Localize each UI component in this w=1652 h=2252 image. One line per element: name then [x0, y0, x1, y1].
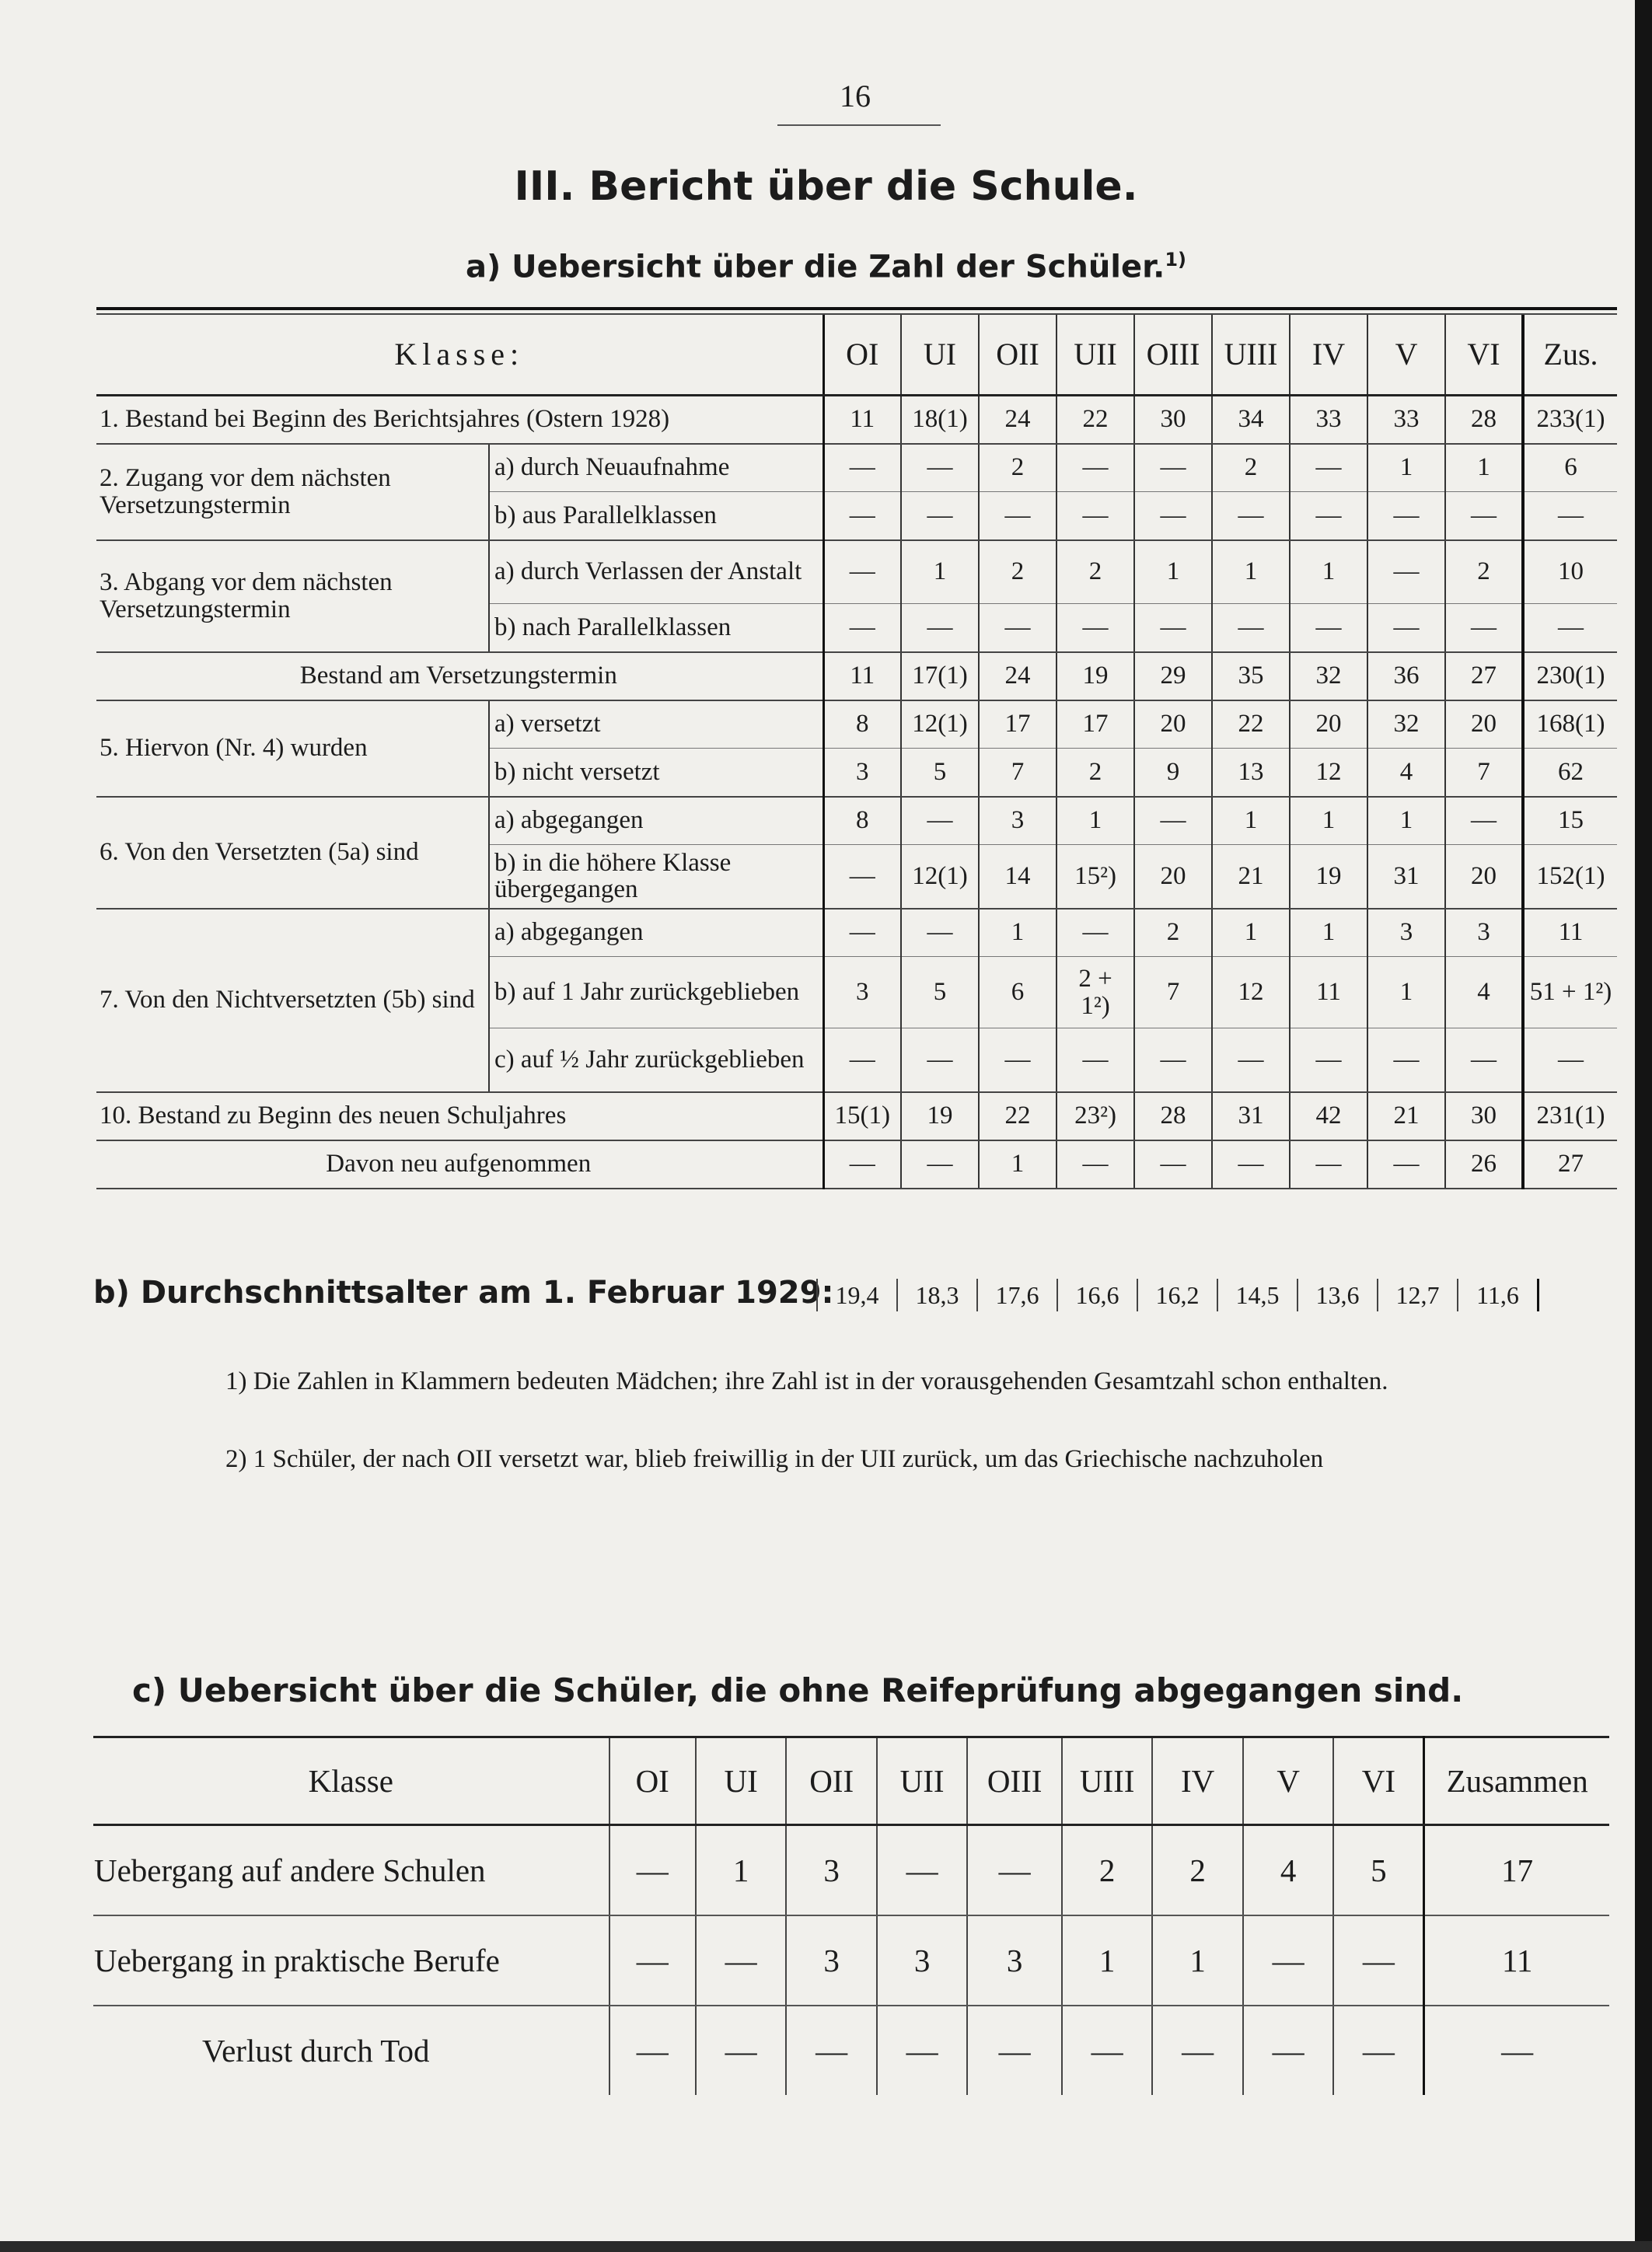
- header-klasse: Klasse:: [96, 315, 823, 396]
- table-cell: —: [823, 492, 901, 540]
- table-cell: 12(1): [901, 845, 979, 909]
- table-row: [96, 1092, 1617, 1140]
- table-cell: —: [1445, 797, 1523, 845]
- table-cell: —: [1290, 604, 1367, 652]
- table-cell: —: [786, 2006, 876, 2095]
- table-cell: 15: [1523, 797, 1617, 845]
- table-cell: 7: [979, 749, 1057, 797]
- table-cell: 1: [979, 1140, 1057, 1189]
- table-row: [96, 652, 1617, 700]
- table-cell: —: [1057, 492, 1134, 540]
- table-cell: 3: [877, 1915, 967, 2006]
- table-cell: 21: [1212, 845, 1290, 909]
- average-age-values: [816, 1279, 1539, 1311]
- table-cell: 22: [979, 1092, 1057, 1140]
- table-cell: 17: [1057, 700, 1134, 749]
- column-header: OI: [609, 1737, 696, 1825]
- header-klasse-c: Klasse: [93, 1737, 609, 1825]
- table-cell: —: [1333, 2006, 1423, 2095]
- table-cell: 3: [979, 797, 1057, 845]
- table-cell: —: [823, 1140, 901, 1189]
- table-cell: 20: [1445, 700, 1523, 749]
- table-cell: 4: [1367, 749, 1445, 797]
- table-cell: 1: [1367, 797, 1445, 845]
- row-sub-label: a) abgegangen: [489, 797, 823, 845]
- table-cell: 14: [979, 845, 1057, 909]
- table-cell: —: [967, 2006, 1062, 2095]
- table-cell: 6: [1523, 444, 1617, 492]
- average-age-value: 11,6: [1457, 1279, 1537, 1311]
- average-age-end-bar: [1537, 1279, 1539, 1311]
- table-cell: 2: [979, 540, 1057, 604]
- average-age-label: b) Durchschnittsalter am 1. Februar 1929:: [93, 1275, 834, 1311]
- row-sub-label: b) in die höhere Klasse übergegangen: [489, 845, 823, 909]
- average-age-value: 17,6: [976, 1279, 1057, 1311]
- table-cell: 12: [1290, 749, 1367, 797]
- table-cell: 19: [1290, 845, 1367, 909]
- table-cell: —: [1290, 444, 1367, 492]
- column-header: Zusammen: [1424, 1737, 1609, 1825]
- table-cell: 20: [1290, 700, 1367, 749]
- column-header: UIII: [1062, 1737, 1152, 1825]
- table-cell: —: [1062, 2006, 1152, 2095]
- table-cell: 11: [1290, 957, 1367, 1028]
- table-cell: 12: [1212, 957, 1290, 1028]
- table-cell: 33: [1367, 396, 1445, 444]
- table-cell: 20: [1134, 845, 1212, 909]
- average-age-value: 13,6: [1297, 1279, 1377, 1311]
- table-cell: 32: [1367, 700, 1445, 749]
- table-cell: —: [1212, 1140, 1290, 1189]
- table-cell: 4: [1445, 957, 1523, 1028]
- table-cell: —: [979, 492, 1057, 540]
- table-cell: 15(1): [823, 1092, 901, 1140]
- table-cell: 4: [1243, 1825, 1333, 1916]
- table-cell: —: [1290, 1140, 1367, 1189]
- table-cell: —: [823, 604, 901, 652]
- table-cell: 1: [696, 1825, 786, 1916]
- table-cell: 3: [823, 749, 901, 797]
- row-group-label: 6. Von den Versetzten (5a) sind: [96, 797, 489, 909]
- average-age-value: 18,3: [896, 1279, 976, 1311]
- table-cell: —: [901, 797, 979, 845]
- table-cell: —: [1134, 444, 1212, 492]
- table-cell: 2: [1134, 909, 1212, 957]
- table-cell: —: [877, 1825, 967, 1916]
- column-header: OII: [979, 315, 1057, 396]
- subsection-a-heading: [0, 249, 1652, 285]
- scan-edge-right: [1635, 0, 1652, 2252]
- table-cell: —: [823, 444, 901, 492]
- table-cell: 29: [1134, 652, 1212, 700]
- table-cell: 2: [1445, 540, 1523, 604]
- table-cell: 1: [901, 540, 979, 604]
- table-cell: —: [1424, 2006, 1609, 2095]
- table-cell: 1: [1290, 797, 1367, 845]
- table-cell: —: [1212, 1028, 1290, 1092]
- table-cell: 2: [1152, 1825, 1242, 1916]
- row-sub-label: b) aus Parallelklassen: [489, 492, 823, 540]
- table-cell: —: [823, 540, 901, 604]
- table-cell: 1: [979, 909, 1057, 957]
- table-cell: 27: [1523, 1140, 1617, 1189]
- table-cell: 231(1): [1523, 1092, 1617, 1140]
- row-sub-label: a) versetzt: [489, 700, 823, 749]
- table-cell: 21: [1367, 1092, 1445, 1140]
- table-cell: 18(1): [901, 396, 979, 444]
- table-cell: —: [609, 1915, 696, 2006]
- footnote-2: [93, 1442, 1617, 1477]
- footnote-1-text: 1) Die Zahlen in Klammern bedeuten Mädchen; ihre Zahl ist in der vorausgehenden Gesamtzahl schon enthalten.: [225, 1367, 1388, 1395]
- table-c-header-row: [93, 1737, 1609, 1825]
- row-sub-label: a) durch Verlassen der Anstalt: [489, 540, 823, 604]
- table-cell: 11: [823, 396, 901, 444]
- column-header: UI: [901, 315, 979, 396]
- table-cell: —: [1134, 1028, 1212, 1092]
- table-row: [93, 1825, 1609, 1916]
- average-age-value: 16,6: [1057, 1279, 1137, 1311]
- table-cell: 20: [1134, 700, 1212, 749]
- table-cell: 22: [1057, 396, 1134, 444]
- table-cell: 33: [1290, 396, 1367, 444]
- table-cell: 7: [1445, 749, 1523, 797]
- row-group-label: 3. Abgang vor dem nächsten Versetzungstermin: [96, 540, 489, 652]
- departures-table: [93, 1736, 1609, 2095]
- table-cell: 11: [1424, 1915, 1609, 2006]
- table-cell: 13: [1212, 749, 1290, 797]
- table-cell: 10: [1523, 540, 1617, 604]
- table-cell: —: [1523, 492, 1617, 540]
- table-cell: 168(1): [1523, 700, 1617, 749]
- row-sub-label: c) auf ½ Jahr zurückgeblieben: [489, 1028, 823, 1092]
- table-cell: 3: [786, 1915, 876, 2006]
- table-cell: 1: [1212, 540, 1290, 604]
- subsection-c-heading: c) Uebersicht über die Schüler, die ohne Reifeprüfung abgegangen sind.: [132, 1671, 1464, 1709]
- table-cell: —: [979, 1028, 1057, 1092]
- table-cell: —: [1523, 1028, 1617, 1092]
- column-header: UIII: [1212, 315, 1290, 396]
- row-sub-label: b) nach Parallelklassen: [489, 604, 823, 652]
- table-row: [96, 797, 1617, 845]
- section-heading: III. Bericht über die Schule.: [514, 163, 1138, 210]
- row-label: 10. Bestand zu Beginn des neuen Schuljahres: [96, 1092, 823, 1140]
- table-cell: —: [1057, 909, 1134, 957]
- table-cell: —: [1367, 604, 1445, 652]
- table-cell: 1: [1290, 540, 1367, 604]
- average-age-value: 12,7: [1377, 1279, 1457, 1311]
- table-cell: 19: [901, 1092, 979, 1140]
- table-cell: —: [1290, 492, 1367, 540]
- row-label: Uebergang auf andere Schulen: [93, 1825, 609, 1916]
- row-group-label: 5. Hiervon (Nr. 4) wurden: [96, 700, 489, 797]
- table-cell: 32: [1290, 652, 1367, 700]
- row-label: Uebergang in praktische Berufe: [93, 1915, 609, 2006]
- table-cell: —: [1212, 604, 1290, 652]
- table-cell: —: [1523, 604, 1617, 652]
- table-cell: —: [1057, 1028, 1134, 1092]
- table-cell: 3: [786, 1825, 876, 1916]
- column-header: UI: [696, 1737, 786, 1825]
- table-cell: —: [1134, 492, 1212, 540]
- column-header: OII: [786, 1737, 876, 1825]
- table-a-top-rule: [96, 307, 1617, 310]
- column-header: OI: [823, 315, 901, 396]
- table-cell: —: [1445, 492, 1523, 540]
- footnote-mark: 1): [1165, 249, 1187, 271]
- subsection-a-title: a) Uebersicht über die Zahl der Schüler.: [465, 249, 1165, 285]
- pupil-count-table: [96, 315, 1617, 1189]
- table-cell: 2: [1057, 540, 1134, 604]
- table-cell: 24: [979, 652, 1057, 700]
- table-cell: —: [1057, 1140, 1134, 1189]
- table-cell: —: [1367, 1028, 1445, 1092]
- table-cell: 2: [1212, 444, 1290, 492]
- table-cell: 5: [901, 957, 979, 1028]
- table-cell: 17: [1424, 1825, 1609, 1916]
- table-cell: 6: [979, 957, 1057, 1028]
- row-sub-label: b) auf 1 Jahr zurückgeblieben: [489, 957, 823, 1028]
- table-cell: —: [901, 492, 979, 540]
- average-age-value: 16,2: [1137, 1279, 1217, 1311]
- table-cell: —: [1057, 604, 1134, 652]
- table-cell: 233(1): [1523, 396, 1617, 444]
- table-row: [96, 540, 1617, 604]
- row-label: Davon neu aufgenommen: [96, 1140, 823, 1189]
- table-cell: 1: [1445, 444, 1523, 492]
- table-cell: 1: [1152, 1915, 1242, 2006]
- table-cell: 2 + 1²): [1057, 957, 1134, 1028]
- table-cell: 1: [1367, 444, 1445, 492]
- table-cell: 1: [1212, 797, 1290, 845]
- table-cell: 20: [1445, 845, 1523, 909]
- table-cell: —: [1243, 1915, 1333, 2006]
- table-cell: —: [901, 1028, 979, 1092]
- table-cell: —: [1212, 492, 1290, 540]
- table-cell: —: [1445, 604, 1523, 652]
- column-header: Zus.: [1523, 315, 1617, 396]
- table-cell: 152(1): [1523, 845, 1617, 909]
- table-cell: 2: [1057, 749, 1134, 797]
- table-cell: 23²): [1057, 1092, 1134, 1140]
- table-cell: 28: [1445, 396, 1523, 444]
- table-cell: 8: [823, 700, 901, 749]
- table-row: [93, 2006, 1609, 2095]
- column-header: OIII: [1134, 315, 1212, 396]
- table-cell: 19: [1057, 652, 1134, 700]
- table-cell: 1: [1134, 540, 1212, 604]
- table-cell: —: [1290, 1028, 1367, 1092]
- table-cell: 1: [1062, 1915, 1152, 2006]
- column-header: IV: [1152, 1737, 1242, 1825]
- page-number: 16: [840, 79, 871, 113]
- table-cell: 36: [1367, 652, 1445, 700]
- column-header: UII: [1057, 315, 1134, 396]
- table-cell: —: [1134, 1140, 1212, 1189]
- table-cell: 1: [1212, 909, 1290, 957]
- table-cell: —: [979, 604, 1057, 652]
- table-cell: 12(1): [901, 700, 979, 749]
- table-cell: 3: [1367, 909, 1445, 957]
- table-cell: —: [823, 1028, 901, 1092]
- table-cell: —: [1057, 444, 1134, 492]
- table-cell: —: [967, 1825, 1062, 1916]
- table-cell: —: [1152, 2006, 1242, 2095]
- footnote-1: [93, 1364, 1617, 1399]
- column-header: VI: [1333, 1737, 1423, 1825]
- table-cell: 5: [1333, 1825, 1423, 1916]
- row-group-label: 2. Zugang vor dem nächsten Versetzungstermin: [96, 444, 489, 540]
- row-label: Verlust durch Tod: [202, 2033, 430, 2069]
- table-cell: 3: [967, 1915, 1062, 2006]
- table-row: [96, 444, 1617, 492]
- table-cell: —: [1367, 1140, 1445, 1189]
- table-row: [96, 396, 1617, 444]
- table-cell: 34: [1212, 396, 1290, 444]
- table-cell: 7: [1134, 957, 1212, 1028]
- table-cell: —: [901, 1140, 979, 1189]
- column-header: V: [1243, 1737, 1333, 1825]
- table-cell: —: [696, 1915, 786, 2006]
- table-cell: —: [901, 909, 979, 957]
- table-cell: —: [823, 845, 901, 909]
- table-cell: 2: [1062, 1825, 1152, 1916]
- column-header: VI: [1445, 315, 1523, 396]
- table-row: [96, 700, 1617, 749]
- table-cell: 51 + 1²): [1523, 957, 1617, 1028]
- footnote-2-text: 2) 1 Schüler, der nach OII versetzt war, blieb freiwillig in der UII zurück, um das Griechische nachzuholen: [225, 1445, 1324, 1473]
- column-header: UII: [877, 1737, 967, 1825]
- table-cell: —: [1134, 604, 1212, 652]
- table-cell: 1: [1057, 797, 1134, 845]
- table-cell: 9: [1134, 749, 1212, 797]
- row-sub-label: a) abgegangen: [489, 909, 823, 957]
- row-label: Bestand am Versetzungstermin: [96, 652, 823, 700]
- table-row: [93, 1915, 1609, 2006]
- table-cell: 230(1): [1523, 652, 1617, 700]
- table-cell: 31: [1367, 845, 1445, 909]
- row-label: 1. Bestand bei Beginn des Berichtsjahres (Ostern 1928): [96, 396, 823, 444]
- table-cell: 27: [1445, 652, 1523, 700]
- table-cell: 5: [901, 749, 979, 797]
- table-cell: —: [823, 909, 901, 957]
- table-cell: 28: [1134, 1092, 1212, 1140]
- row-sub-label: b) nicht versetzt: [489, 749, 823, 797]
- table-cell: 17(1): [901, 652, 979, 700]
- table-cell: —: [1134, 797, 1212, 845]
- column-header: V: [1367, 315, 1445, 396]
- table-cell: 3: [1445, 909, 1523, 957]
- table-cell: —: [1445, 1028, 1523, 1092]
- table-cell: 22: [1212, 700, 1290, 749]
- table-cell: 26: [1445, 1140, 1523, 1189]
- table-cell: —: [1243, 2006, 1333, 2095]
- table-cell: —: [609, 2006, 696, 2095]
- table-cell: —: [901, 604, 979, 652]
- row-group-label: 7. Von den Nichtversetzten (5b) sind: [96, 909, 489, 1092]
- table-cell: 11: [1523, 909, 1617, 957]
- scan-edge-bottom: [0, 2241, 1652, 2252]
- column-header: OIII: [967, 1737, 1062, 1825]
- table-cell: 31: [1212, 1092, 1290, 1140]
- page-number-rule: [777, 124, 941, 126]
- table-cell: 24: [979, 396, 1057, 444]
- table-header-row: [96, 315, 1617, 396]
- table-cell: —: [1367, 492, 1445, 540]
- table-cell: 35: [1212, 652, 1290, 700]
- table-cell: —: [901, 444, 979, 492]
- table-cell: 17: [979, 700, 1057, 749]
- table-cell: —: [877, 2006, 967, 2095]
- table-cell: 30: [1134, 396, 1212, 444]
- table-cell: 8: [823, 797, 901, 845]
- table-cell: 2: [979, 444, 1057, 492]
- table-cell: 1: [1290, 909, 1367, 957]
- average-age-value: 14,5: [1217, 1279, 1297, 1311]
- table-row: [96, 1140, 1617, 1189]
- table-cell: 11: [823, 652, 901, 700]
- table-cell: —: [1367, 540, 1445, 604]
- table-cell: 1: [1367, 957, 1445, 1028]
- table-cell: 42: [1290, 1092, 1367, 1140]
- average-age-value: 19,4: [816, 1279, 896, 1311]
- column-header: IV: [1290, 315, 1367, 396]
- table-row: [96, 909, 1617, 957]
- table-cell: 30: [1445, 1092, 1523, 1140]
- table-cell: 3: [823, 957, 901, 1028]
- row-sub-label: a) durch Neuaufnahme: [489, 444, 823, 492]
- table-cell: —: [1333, 1915, 1423, 2006]
- table-cell: —: [696, 2006, 786, 2095]
- table-cell: 62: [1523, 749, 1617, 797]
- table-cell: 15²): [1057, 845, 1134, 909]
- table-cell: —: [609, 1825, 696, 1916]
